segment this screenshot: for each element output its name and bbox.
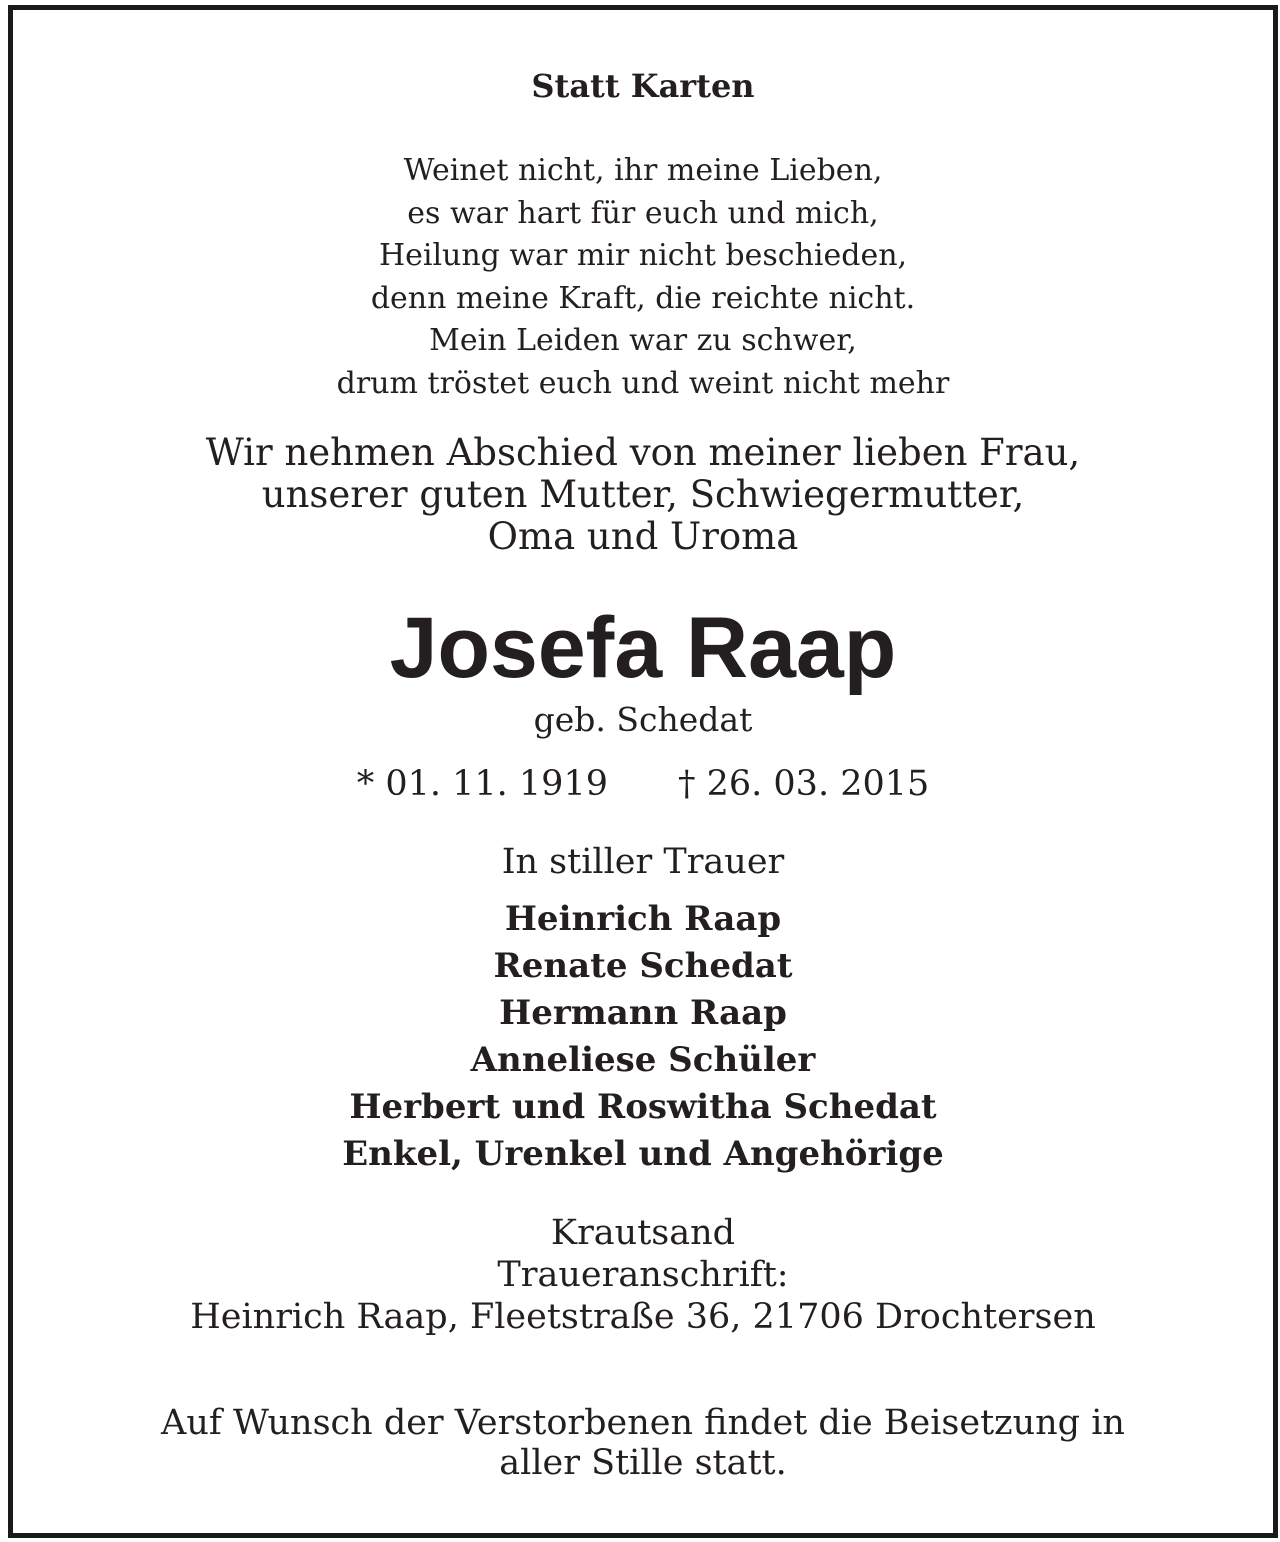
farewell-line: unserer guten Mutter, Schwiegermutter, [261,473,1025,516]
notice-line: aller Stille statt. [499,1443,787,1483]
poem-line: es war hart für euch und mich, [407,195,879,231]
obituary-notice [8,5,1278,1538]
mourner: Anneliese Schüler [470,1040,816,1080]
mourner: Heinrich Raap [504,899,782,939]
poem-line: Heilung war mir nicht beschieden, [378,238,908,273]
burial-notice [13,1403,1273,1483]
poem-line: Weinet nicht, ihr meine Lieben, [403,153,883,188]
address-line: Krautsand [550,1213,736,1253]
mourner: Renate Schedat [493,946,793,986]
maiden-name: geb. Schedat [533,700,753,739]
death-date: † 26. 03. 2015 [678,764,930,804]
poem [13,150,1273,405]
deceased-name: Josefa Raap [389,600,897,696]
poem-line: Mein Leiden war zu schwer, [429,323,857,358]
farewell-text [13,432,1273,558]
notice-line: Auf Wunsch der Verstorbenen findet die Beisetzung in [161,1403,1125,1443]
mourning-intro: In stiller Trauer [501,842,785,882]
address-line: Traueranschrift: [497,1255,789,1295]
farewell-line: Wir nehmen Abschied von meiner lieben Frau, [205,431,1081,474]
mourner: Herbert und Roswitha Schedat [349,1087,937,1127]
mourner: Hermann Raap [499,993,787,1033]
notice-heading: Statt Karten [531,67,755,105]
mourning-address [13,1212,1273,1338]
life-dates [13,764,1273,804]
poem-line: denn meine Kraft, die reichte nicht. [370,280,916,316]
birth-date: * 01. 11. 1919 [356,764,608,804]
mourners-list [13,896,1273,1178]
address-line: Heinrich Raap, Fleetstraße 36, 21706 Drochtersen [190,1297,1096,1337]
farewell-line: Oma und Uroma [487,515,799,558]
poem-line: drum tröstet euch und weint nicht mehr [336,365,950,401]
mourner: Enkel, Urenkel und Angehörige [342,1134,944,1174]
